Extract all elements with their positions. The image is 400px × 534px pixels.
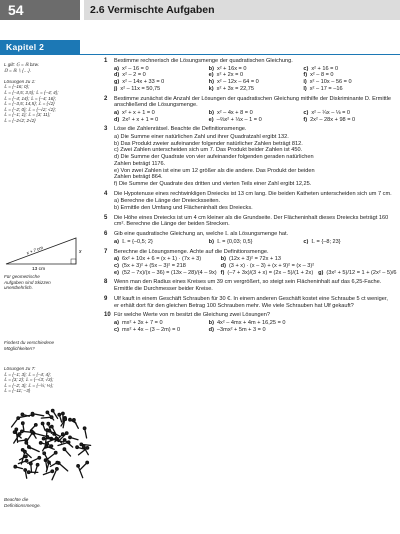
screw-head [69, 418, 72, 421]
subtask-line: e) Von zwei Zahlen ist eine um 12 größer als die andere. Das Produkt der beiden [114, 167, 315, 174]
subtask-equation: (12x + 3)² = 72x + 13 [228, 256, 282, 263]
screw-head [56, 468, 59, 471]
subtask-line: c) Zwei Zahlen unterscheiden sich um 7. Das Produkt beider Zahlen ist 450. [114, 147, 303, 154]
subtask-letter: a) [114, 109, 119, 116]
sidebar-line: Aufgaben sind Skizzen [4, 279, 51, 285]
subtask-letter: e) [208, 72, 214, 79]
subtask-letter: b) [208, 65, 214, 72]
subtask-equation: 𝕃 = {0,03; 0,5} [216, 238, 253, 245]
exercise-text: Bestimme rechnerisch die Lösungsmenge der quadratischen Gleichung. [114, 58, 293, 64]
subtask-equation: x² + x + 1 = 0 [121, 109, 155, 116]
subtask [209, 110, 300, 117]
subtask-line: a) Die Summe einer natürlichen Zahl und ihrer Quadratzahl ergibt 132. [114, 134, 289, 141]
subtask [114, 86, 205, 93]
subtask-line: b) Ermittle den Umfang und Flächeninhalt des Dreiecks. [114, 205, 253, 212]
subtask-equation: x² – 16 = 0 [121, 65, 149, 72]
exercise-number: 4 [104, 190, 108, 197]
screw-head [31, 430, 34, 433]
subtask-equation: (–7 + 3x)/(3 + x) = (2x – 5)/(1 + 2x) [227, 269, 314, 276]
exercise-text: Ulf kauft in einem Geschäft Schrauben für 30 €. In einem anderen Geschäft kostet eine Schraube 5 ct weniger, er erhält dort für den gleichen Betrag 100 Schrauben mehr. Wie viele Schrauben hat Ulf gekauft? [114, 295, 388, 309]
subtask-equation: x² + 16x = 0 [216, 65, 247, 72]
subtask [303, 320, 394, 327]
screw-head [46, 429, 49, 432]
screw-head [24, 450, 27, 453]
exercise-text: Gib eine quadratische Gleichung an, welche 𝕃 als Lösungsmenge hat. [114, 231, 289, 238]
subtask-grid [114, 66, 394, 93]
sidebar-line: Für geometrische [4, 274, 40, 279]
exercise-text: Für welche Werte von m besitzt die Gleichung zwei Lösungen? [114, 312, 270, 319]
subtask-letter: j) [114, 85, 118, 92]
screw-head [80, 443, 83, 446]
screw-head [62, 412, 65, 415]
subtask [209, 117, 300, 124]
screw-head [55, 437, 58, 440]
exercise-3 [104, 126, 394, 187]
subtask-equation: 𝕃 = {–8; 23} [311, 238, 341, 245]
subtask [114, 239, 205, 246]
screw-head [50, 416, 53, 419]
subtask-equation: x² – 12x – 64 = 0 [216, 79, 259, 86]
exercise-number: 2 [104, 95, 108, 102]
chapter-rule [80, 54, 400, 55]
exercise-number: 10 [104, 312, 111, 319]
screw-head [83, 427, 86, 430]
screw-head [21, 413, 24, 416]
subtask-letter: c) [303, 238, 309, 245]
screw-head [54, 451, 57, 454]
sidebar-line: L gilt: 𝔾 = ℝ bzw. [4, 62, 40, 67]
screw-head [56, 461, 59, 464]
subtask [209, 327, 300, 334]
exercise-number: 5 [104, 214, 108, 221]
subtask [303, 239, 394, 246]
sidebar-line: Lösungen zu 7: [4, 366, 36, 371]
screw [28, 458, 40, 464]
subtask [114, 117, 205, 124]
subtask-equation: 6x² + 10x + 6 = (x + 1) · (7x + 3) [121, 256, 202, 263]
subtask-equation: x² + 3x = 22,75 [216, 85, 254, 92]
screw-head [25, 459, 28, 462]
subtask-equation: (3 + x) · (x – 3) + (x + 9)² = (x – 3)² [228, 262, 315, 269]
subtask-letter: d) [114, 72, 120, 79]
triangle-x-label: x [79, 249, 82, 255]
chapter-label: Kapitel 2 [0, 40, 80, 55]
subtask-letter: a) [114, 65, 119, 72]
sidebar-line: Möglichkeiten? [4, 345, 35, 351]
subtask-equation: x² – 2 = 0 [122, 72, 146, 79]
subtask-grid [114, 256, 397, 276]
subtask-letter: d) [220, 262, 226, 269]
subtask-equation: –⅔x² + ⅓x – 1 = 0 [216, 116, 262, 123]
subtask-equation: 𝕃 = {–0,5; 2} [121, 238, 153, 245]
exercise-list [104, 58, 397, 336]
sidebar-line: 𝔻 = ℝ ∖ {…}. [4, 67, 32, 73]
subtask-grid [114, 239, 394, 246]
sidebar-line: 𝕃 = {–3,5; 14,5}; 𝕃 = {√2} [4, 101, 55, 107]
screw-head [51, 409, 54, 412]
subtask [318, 263, 396, 270]
subtask [114, 320, 205, 327]
page-header [0, 0, 400, 23]
screw-head [25, 455, 28, 458]
triangle-side-label: x + 7 cm [25, 244, 44, 256]
screw-head [64, 418, 67, 421]
exercise-number: 8 [104, 279, 108, 286]
subtask [114, 263, 217, 270]
sidebar-line: 𝕃 = {–1; 1}; 𝕃 = {3; 11}; [4, 112, 51, 118]
sidebar-hint-6 [4, 340, 100, 351]
subtask-letter: c) [114, 262, 119, 269]
subtask [114, 256, 217, 263]
exercise-8 [104, 279, 394, 292]
sidebar-line: Definitionsmenge. [4, 502, 41, 508]
screw-head [51, 470, 54, 473]
exercise-number: 9 [104, 295, 108, 302]
subtask-equation: mx² + 3x + 7 = 0 [121, 319, 163, 326]
sidebar-line: 𝕃 = {–2; 3}; 𝕃 = {–½; ⅓}; [4, 382, 54, 388]
subtask [303, 110, 394, 117]
subtask-letter: b) [220, 256, 226, 263]
screw-head [25, 441, 28, 444]
subtask-equation: (3x² + 5)/12 = 1 + (2x² – 5)/6 [326, 269, 397, 276]
screw-head [43, 452, 46, 455]
subtask [209, 66, 300, 73]
screw-head [17, 417, 20, 420]
screw-head [41, 422, 44, 425]
exercise-number: 1 [104, 58, 108, 64]
screw-head [24, 469, 27, 472]
subtask-equation: x² – ¼x – ⅛ = 0 [311, 109, 351, 116]
sidebar-solutions-1 [4, 62, 100, 124]
exercise-number: 6 [104, 231, 108, 238]
screws-image [5, 405, 97, 483]
subtask-equation: x² – 4x + 8 = 0 [216, 109, 253, 116]
subtask-equation: 4x² – 4mx + 4m + 16,25 = 0 [216, 319, 286, 326]
exercise-7 [104, 248, 397, 277]
exercise-text: Die Höhe eines Dreiecks ist um 4 cm kleiner als die Grundseite. Der Flächeninhalt dieses Dreiecks beträgt 160 cm². Berechne die Länge der beiden Strecken. [114, 214, 389, 228]
exercise-2 [104, 96, 394, 124]
subtask-letter: c) [114, 326, 119, 333]
subtask [114, 327, 205, 334]
subtask-letter: b) [208, 109, 214, 116]
screw-head [15, 428, 18, 431]
subtask [209, 79, 300, 86]
subtask-letter: a) [114, 319, 119, 326]
screw-head [82, 446, 85, 449]
subtask [221, 270, 314, 277]
subtask-equation: x² – 10x – 56 = 0 [309, 79, 352, 86]
section-title: 2.6 Vermischte Aufgaben [84, 0, 400, 20]
sidebar-line: 𝕃 = {–4,5; 3,5}; 𝕃 = {–4; 4}; [4, 89, 59, 95]
subtask-letter: b) [208, 238, 214, 245]
subtask-equation: x² + 2x = 0 [216, 72, 244, 79]
screw-head [38, 456, 41, 459]
subtask-letter: a) [114, 238, 119, 245]
subtask-equation: –3mx² + 5m + 3 = 0 [216, 326, 266, 333]
screw-head [86, 447, 89, 450]
exercise-text: Die Hypotenuse eines rechtwinkligen Dreiecks ist 13 cm lang. Die beiden Katheten unterscheiden sich um 7 cm. [114, 190, 392, 197]
sidebar-line: Lösungen zu 1: [4, 78, 36, 84]
exercise-5 [104, 215, 394, 228]
subtask-letter: g) [318, 269, 324, 276]
screw-head [34, 424, 37, 427]
subtask [221, 256, 314, 263]
screw-head [39, 442, 42, 445]
subtask-letter: f) [303, 72, 308, 79]
subtask-letter: l) [303, 85, 307, 92]
exercise-number: 3 [104, 126, 108, 133]
sidebar-hint-10 [4, 497, 100, 508]
sidebar-line: 𝕃 = {–4; 14}; 𝕃 = {–4; 16}; [4, 95, 56, 101]
exercise-text: Wenn man den Radius eines Kreises um 39 cm vergrößert, so steigt sein Flächeninhalt auf das 6,25-Fache. Ermittle die Durchmesser beider Kreise. [114, 279, 382, 293]
exercise-1 [104, 58, 394, 93]
sidebar-line: unentbehrlich. [4, 285, 33, 291]
subtask [303, 327, 394, 334]
subtask-letter: d) [114, 116, 120, 123]
screw-head [65, 432, 68, 435]
screw-head [63, 439, 66, 442]
subtask-line: Zahlen beträgt 1176. [114, 160, 166, 167]
exercise-10 [104, 312, 394, 333]
subtask [303, 86, 394, 93]
triangle-sketch [4, 234, 94, 272]
sidebar-solutions-7 [4, 366, 100, 394]
screw-head [58, 413, 61, 416]
screw-head [63, 448, 66, 451]
sidebar-line: 𝕃 = {–16; 0}; [4, 84, 30, 90]
exercise-9 [104, 296, 394, 309]
subtask-line: d) Die Summe der Quadrate von vier aufeinander folgenden geraden natürlichen [114, 154, 314, 161]
subtask [209, 86, 300, 93]
page-number: 54 [0, 0, 80, 20]
subtask-letter: i) [303, 79, 307, 86]
subtask-equation: x² + 16 = 0 [311, 65, 339, 72]
subtask-letter: f) [303, 116, 308, 123]
screw-head [69, 436, 72, 439]
sidebar-line: 𝕃 = {–11; –3} [4, 388, 31, 394]
subtask-line: f) Die Summe der Quadrate des dritten und vierten Teils einer Zahl ergibt 12,25. [114, 180, 312, 187]
subtask-letter: e) [114, 269, 119, 276]
subtask-equation: x² – 17 = –16 [309, 85, 343, 92]
subtask-grid [114, 110, 394, 123]
exercise-text: Löse die Zahlenrätsel. Beachte die Definitionsmenge. [114, 126, 247, 133]
sidebar-line: 𝕃 = {–2√2; 2√2} [4, 117, 36, 123]
subtask-equation: x² – 11x = 50,75 [120, 85, 161, 92]
subtask [114, 110, 205, 117]
screw-head [28, 446, 31, 449]
subtask [209, 320, 300, 327]
exercise-number: 7 [104, 248, 108, 255]
subtask [209, 72, 300, 79]
subtask-equation: x² – 8 = 0 [310, 72, 334, 79]
subtask [303, 66, 394, 73]
triangle-base-label: 13 cm [32, 267, 46, 272]
subtask [114, 270, 217, 277]
screw-head [31, 412, 34, 415]
subtask-letter: c) [303, 65, 309, 72]
subtask-equation: mx² + 4x – (3 – 2m) = 0 [121, 326, 181, 333]
subtask-letter: k) [208, 85, 214, 92]
sidebar-line: 𝕃 = {3; 2}; 𝕃 = {–√3; √3}; [4, 377, 54, 383]
screw-head [76, 446, 79, 449]
exercise-4 [104, 191, 394, 212]
screw-head [86, 461, 89, 464]
exercise-text: Bestimme zunächst die Anzahl der Lösungen der quadratischen Gleichung mithilfe der Diskriminante D. Ermittle anschließend die Lösungsmenge. [114, 95, 392, 109]
screw-head [14, 465, 17, 468]
sidebar-line: 𝕃 = {–2; 0}; 𝕃 = {–√2; √2}; [4, 106, 56, 112]
subtask-line: b) Das Produkt zweier aufeinander folgender natürlicher Zahlen beträgt 812. [114, 140, 303, 147]
screw-head [73, 419, 76, 422]
sidebar-line: Beachte die [4, 497, 29, 502]
subtask-letter: c) [303, 109, 309, 116]
exercise-text: Berechne die Lösungsmenge. Achte auf die Definitionsmenge. [114, 248, 269, 255]
screw-head [46, 411, 49, 414]
screw-head [21, 430, 24, 433]
screw-head [50, 425, 53, 428]
subtask-equation: 2x² – 28x + 98 = 0 [310, 116, 356, 123]
subtask [318, 270, 396, 277]
subtask-letter: a) [114, 256, 119, 263]
subtask-line: Zahlen beträgt 864. [114, 174, 163, 181]
screw-head [36, 463, 39, 466]
screw-head [77, 465, 80, 468]
subtask-grid [114, 320, 394, 333]
exercise-6 [104, 231, 394, 245]
screw-head [46, 436, 49, 439]
subtask-letter: h) [208, 79, 214, 86]
screw-head [42, 437, 45, 440]
subtask [318, 256, 396, 263]
subtask [303, 72, 394, 79]
subtask-equation: (52 – 7x)/(x – 36) = (13x – 28)/(4 – 9x) [121, 269, 217, 276]
sidebar-line: 𝕃 = {–1; 3}; 𝕃 = {–4; 4}; [4, 371, 51, 377]
sidebar-line: Findest du verschiedene [4, 340, 55, 345]
subtask [114, 66, 205, 73]
subtask-line: a) Berechne die Länge der Dreiecksseiten. [114, 198, 221, 205]
subtask-letter: b) [208, 319, 214, 326]
subtask-equation: x² – 14x + 33 = 0 [122, 79, 165, 86]
subtask-letter: e) [208, 116, 214, 123]
subtask-letter: f) [220, 269, 225, 276]
subtask [114, 72, 205, 79]
screw-head [50, 445, 53, 448]
subtask-equation: 2x² + x + 1 = 0 [122, 116, 159, 123]
subtask-letter: g) [114, 79, 120, 86]
screw-head [27, 471, 30, 474]
subtask [303, 79, 394, 86]
subtask [303, 117, 394, 124]
subtask-letter: d) [208, 326, 214, 333]
screw-head [21, 422, 24, 425]
subtask [114, 79, 205, 86]
screw-head [47, 422, 50, 425]
subtask [221, 263, 314, 270]
screw [16, 429, 17, 442]
subtask-equation: (5x + 3)² + (5x – 3)² = 218 [121, 262, 186, 269]
subtask [209, 239, 300, 246]
sidebar-sketch-caption [4, 274, 100, 291]
